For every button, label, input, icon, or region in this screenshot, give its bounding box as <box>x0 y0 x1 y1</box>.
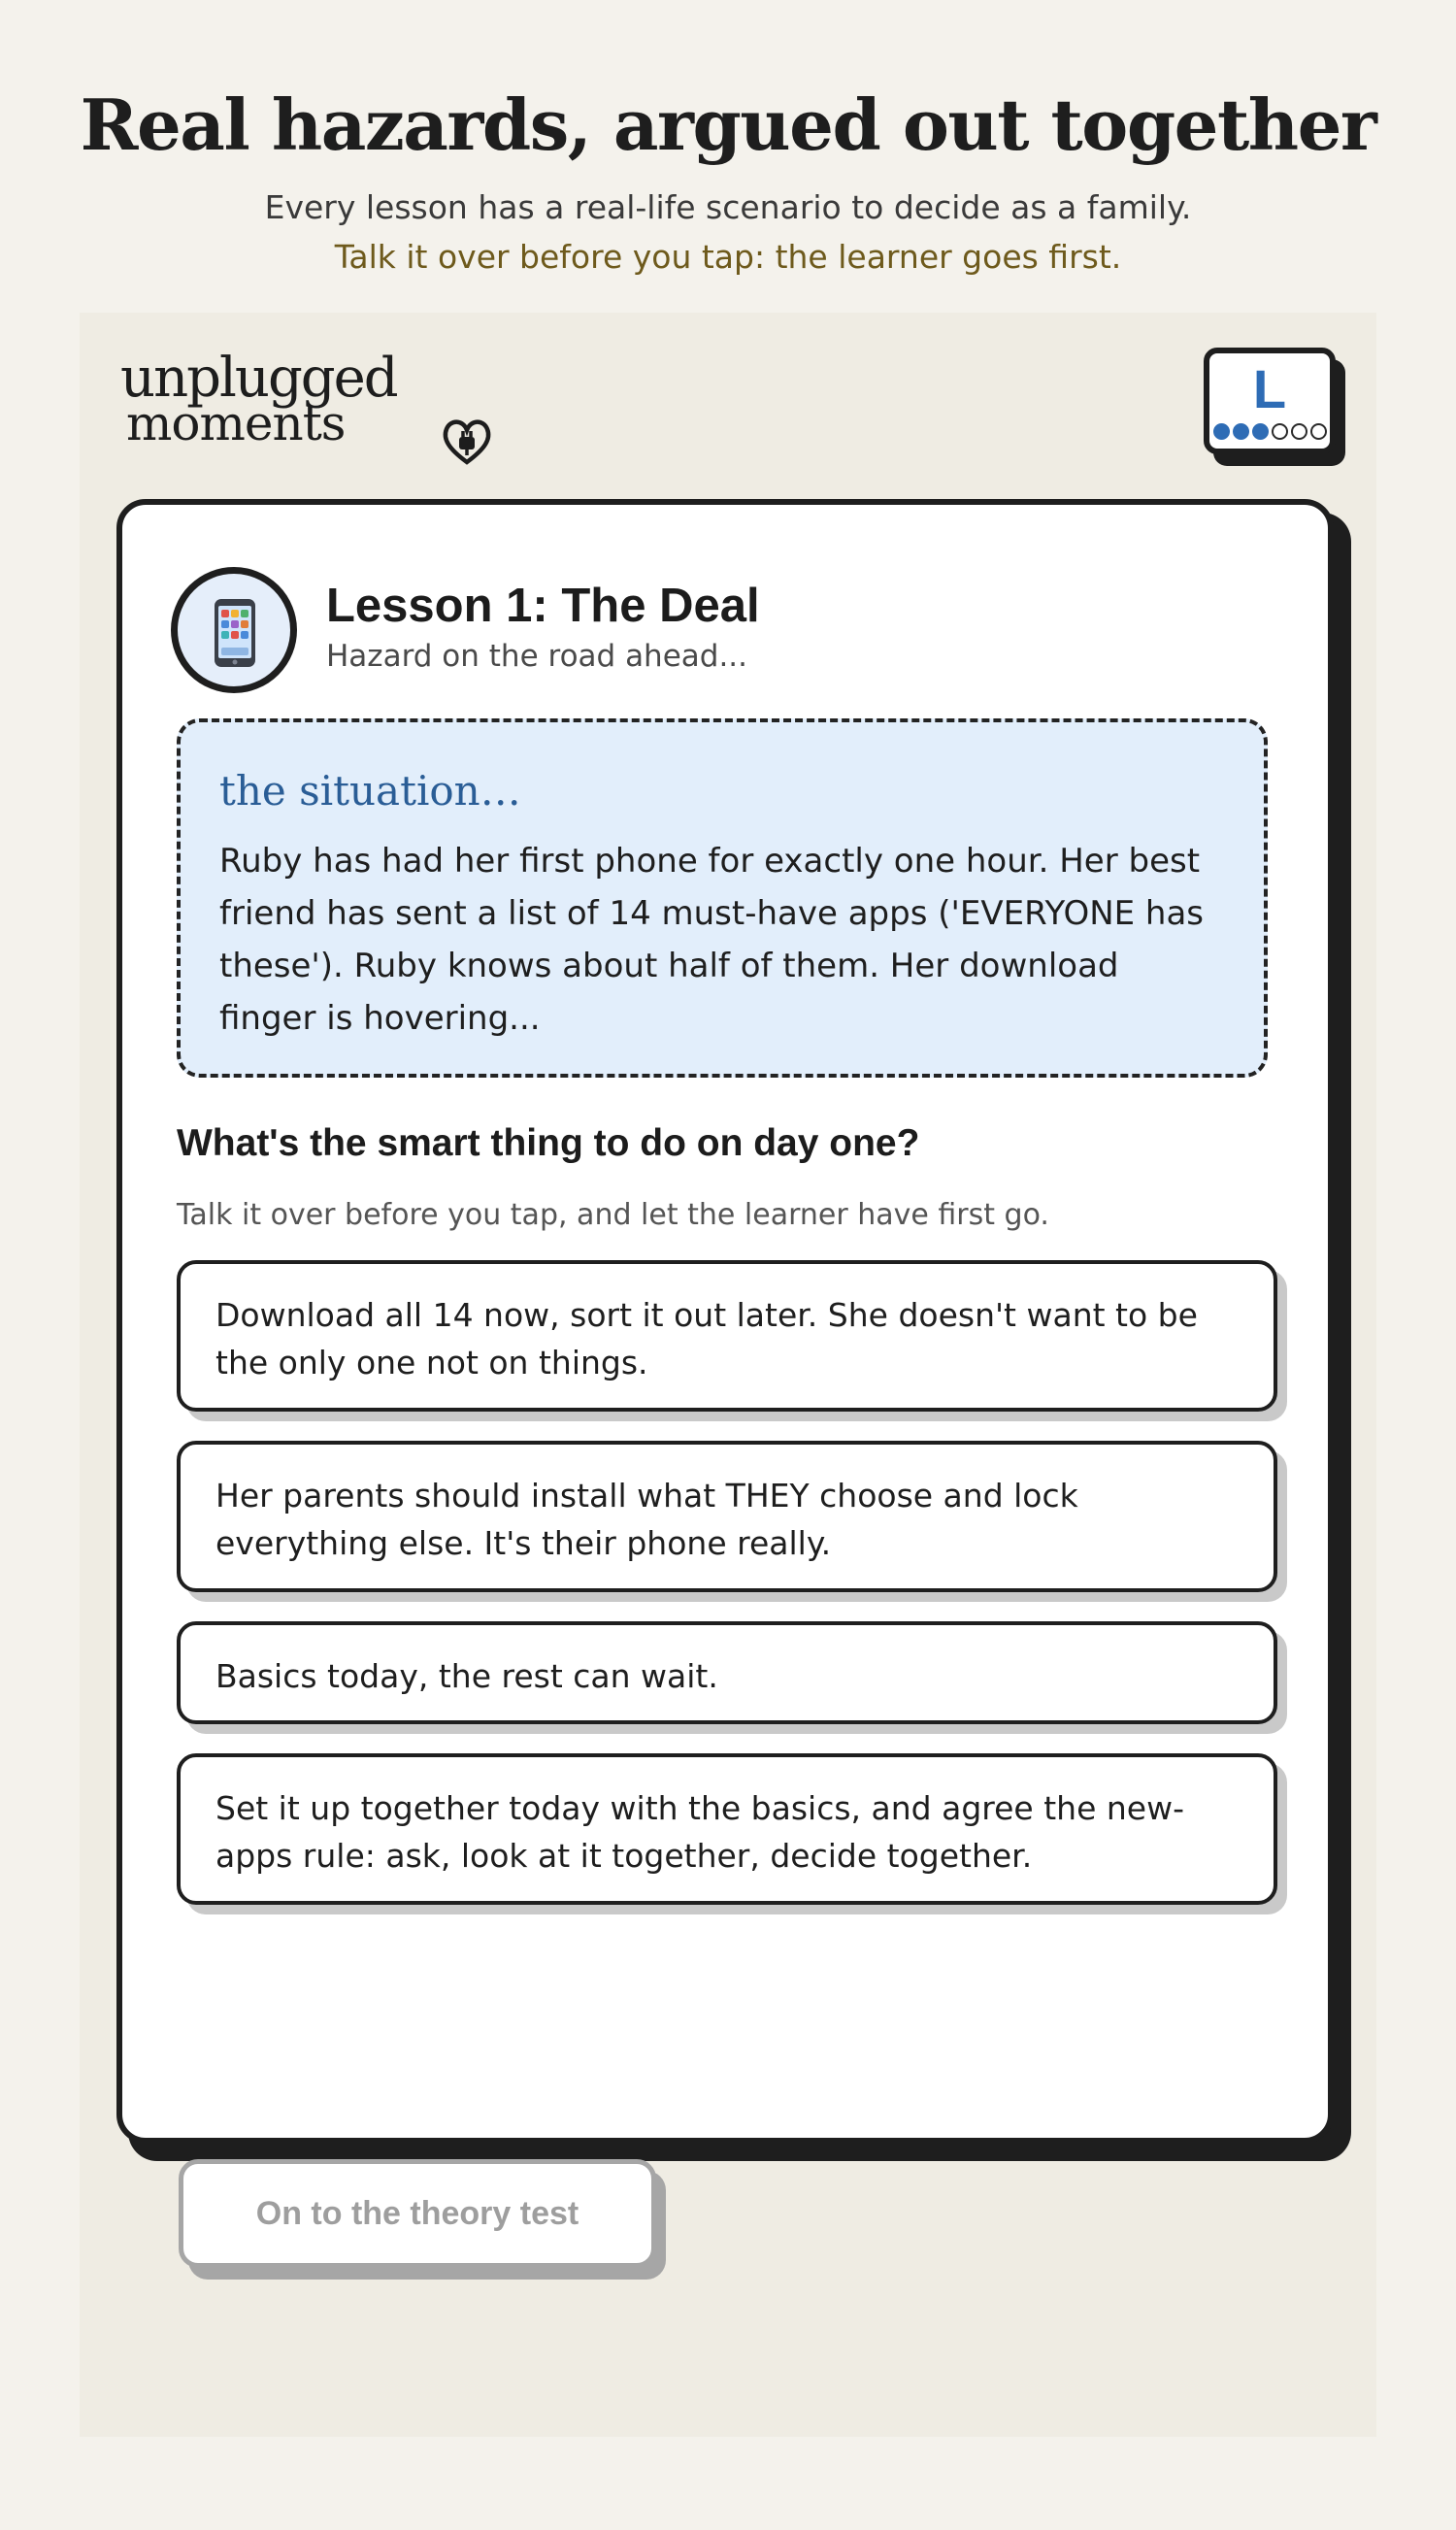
progress-dot-filled <box>1233 423 1249 440</box>
hero-title: Real hazards, argued out together <box>80 83 1376 166</box>
lesson-subtitle: Hazard on the road ahead... <box>326 639 748 674</box>
learner-plate-letter: L <box>1252 358 1287 419</box>
progress-dot-filled <box>1252 423 1269 440</box>
progress-dot-empty <box>1291 423 1307 440</box>
question-hint: Talk it over before you tap, and let the learner have first go. <box>177 1198 1049 1232</box>
answer-option-text[interactable]: Her parents should install what THEY choose and lock everything else. It's their phone really. <box>177 1441 1277 1592</box>
question-heading: What's the smart thing to do on day one? <box>177 1122 920 1164</box>
situation-text: Ruby has had her first phone for exactly one hour. Her best friend has sent a list of 14 must-have apps ('EVERYONE has these'). Ruby knows about half of them. Her download finger is hovering... <box>219 842 1205 1038</box>
hero-note: Talk it over before you tap: the learner goes first. <box>334 238 1122 276</box>
situation-box <box>177 718 1268 1078</box>
learner-plate-badge[interactable] <box>1204 348 1349 468</box>
hero-subtitle: Every lesson has a real-life scenario to decide as a family. <box>264 188 1192 226</box>
progress-dot-filled <box>1213 423 1230 440</box>
answer-option-3[interactable] <box>177 1621 1277 1724</box>
progress-dot-empty <box>1272 423 1288 440</box>
learner-plate <box>1204 348 1336 454</box>
lesson-card <box>116 499 1334 2232</box>
answer-option-4[interactable] <box>177 1753 1277 1905</box>
logo-wordmark-top: unplugged <box>120 347 397 410</box>
progress-dots <box>1213 423 1334 445</box>
answer-option-1[interactable] <box>177 1260 1277 1412</box>
situation-label: the situation… <box>219 767 521 815</box>
next-button-wrap[interactable] <box>179 2159 664 2285</box>
phone-icon <box>213 597 257 669</box>
app-panel <box>80 313 1376 2437</box>
logo-wordmark-bottom: moments <box>126 395 346 451</box>
answer-option-text[interactable]: Set it up together today with the basics, and agree the new-apps rule: ask, look at it together, decide together. <box>177 1753 1277 1905</box>
brand-logo[interactable] <box>120 347 470 456</box>
progress-dot-empty <box>1310 423 1327 440</box>
theory-test-button[interactable]: On to the theory test <box>179 2159 656 2268</box>
lesson-title: Lesson 1: The Deal <box>326 580 760 632</box>
answer-option-2[interactable] <box>177 1441 1277 1592</box>
answer-option-text[interactable]: Basics today, the rest can wait. <box>177 1621 1277 1724</box>
answer-option-text[interactable]: Download all 14 now, sort it out later. She doesn't want to be the only one not on things. <box>177 1260 1277 1412</box>
lesson-avatar <box>171 567 297 693</box>
heart-plug-icon <box>439 414 495 470</box>
